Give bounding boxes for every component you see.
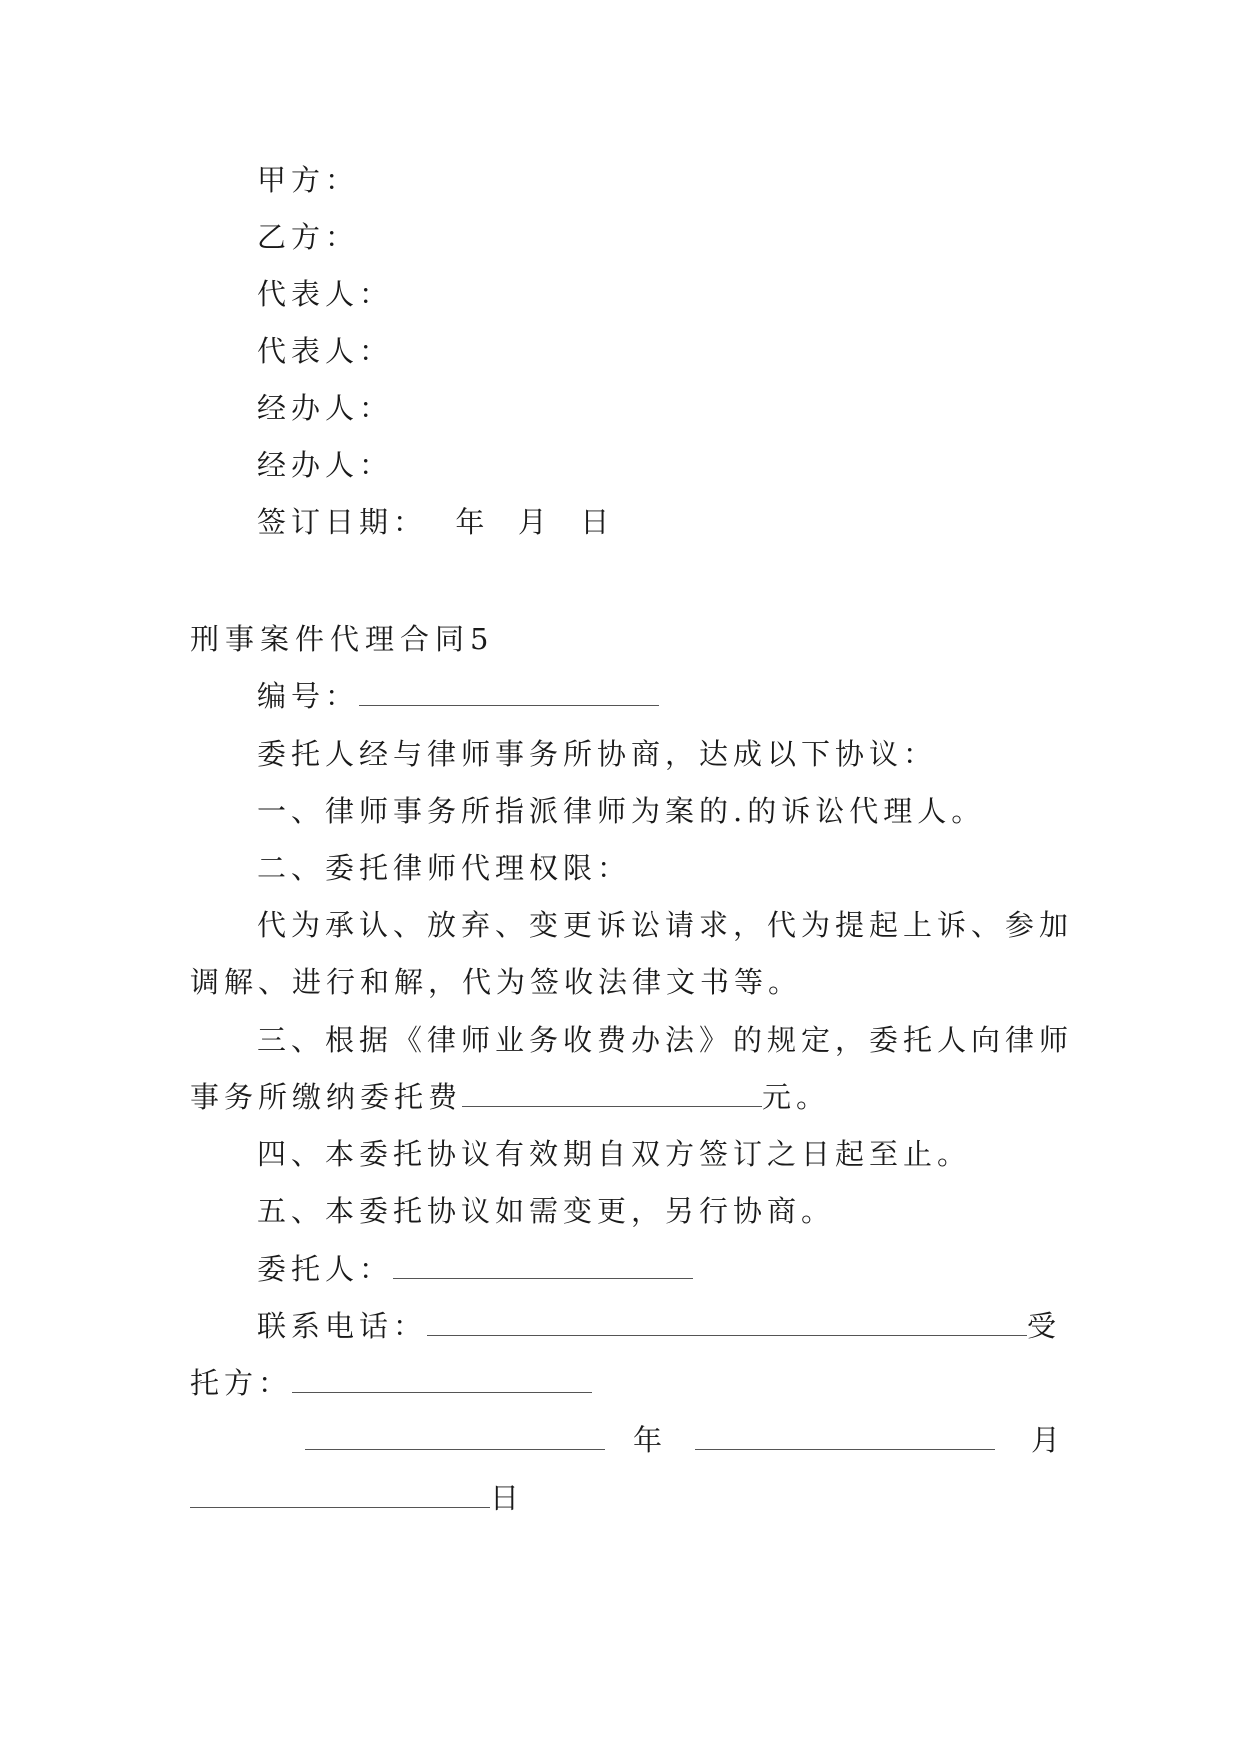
fee-amount-blank (462, 1080, 762, 1107)
phone-label: 联系电话： (257, 1309, 428, 1343)
intro-text: 委托人经与律师事务所协商，达成以下协议： (257, 737, 938, 771)
day-line (190, 1480, 524, 1516)
clause-2-heading: 二、委托律师代理权限： (257, 851, 632, 885)
month-label: 月 (1030, 1423, 1065, 1457)
day-blank (190, 1481, 490, 1508)
clause-3-fee-prefix: 事务所缴纳委托费 (190, 1080, 463, 1114)
trustee-blank (292, 1366, 592, 1393)
contract-number-line (257, 678, 659, 714)
sign-date-line: 签订日期： 年 月 日 (257, 505, 615, 539)
contract-number-blank (359, 679, 659, 706)
trustee-line (190, 1365, 592, 1401)
year-label: 年 (632, 1423, 667, 1457)
handler-label-2: 经办人： (257, 448, 394, 482)
clause-2-body-line-1: 代为承认、放弃、变更诉讼请求，代为提起上诉、参加 (257, 908, 1074, 942)
month-blank (695, 1423, 995, 1450)
handler-label-1: 经办人： (257, 391, 394, 425)
phone-line (257, 1308, 1061, 1344)
clause-3-fee-suffix: 元。 (762, 1080, 831, 1114)
day-label: 日 (490, 1481, 525, 1515)
representative-label-1: 代表人： (257, 277, 394, 311)
clause-4: 四、本委托协议有效期自双方签订之日起至止。 (257, 1137, 972, 1171)
client-blank (393, 1252, 693, 1279)
clause-2-body-line-2: 调解、进行和解，代为签收法律文书等。 (190, 965, 803, 999)
contract-title: 刑事案件代理合同5 (190, 622, 495, 656)
trustee-label: 托方： (190, 1366, 293, 1400)
party-a-label: 甲方： (257, 163, 360, 197)
date-line (305, 1422, 1065, 1458)
phone-blank (427, 1309, 1027, 1336)
representative-label-2: 代表人： (257, 334, 394, 368)
year-blank (305, 1423, 605, 1450)
client-line (257, 1251, 693, 1287)
clause-3-line-1: 三、根据《律师业务收费办法》的规定，委托人向律师 (257, 1023, 1074, 1057)
contract-number-label: 编号： (257, 679, 360, 713)
clause-3-line-2 (190, 1079, 830, 1115)
clause-5: 五、本委托协议如需变更，另行协商。 (257, 1194, 836, 1228)
client-label: 委托人： (257, 1252, 394, 1286)
phone-line-tail: 受 (1027, 1309, 1062, 1343)
clause-1: 一、律师事务所指派律师为案的.的诉讼代理人。 (257, 794, 986, 828)
party-b-label: 乙方： (257, 220, 360, 254)
